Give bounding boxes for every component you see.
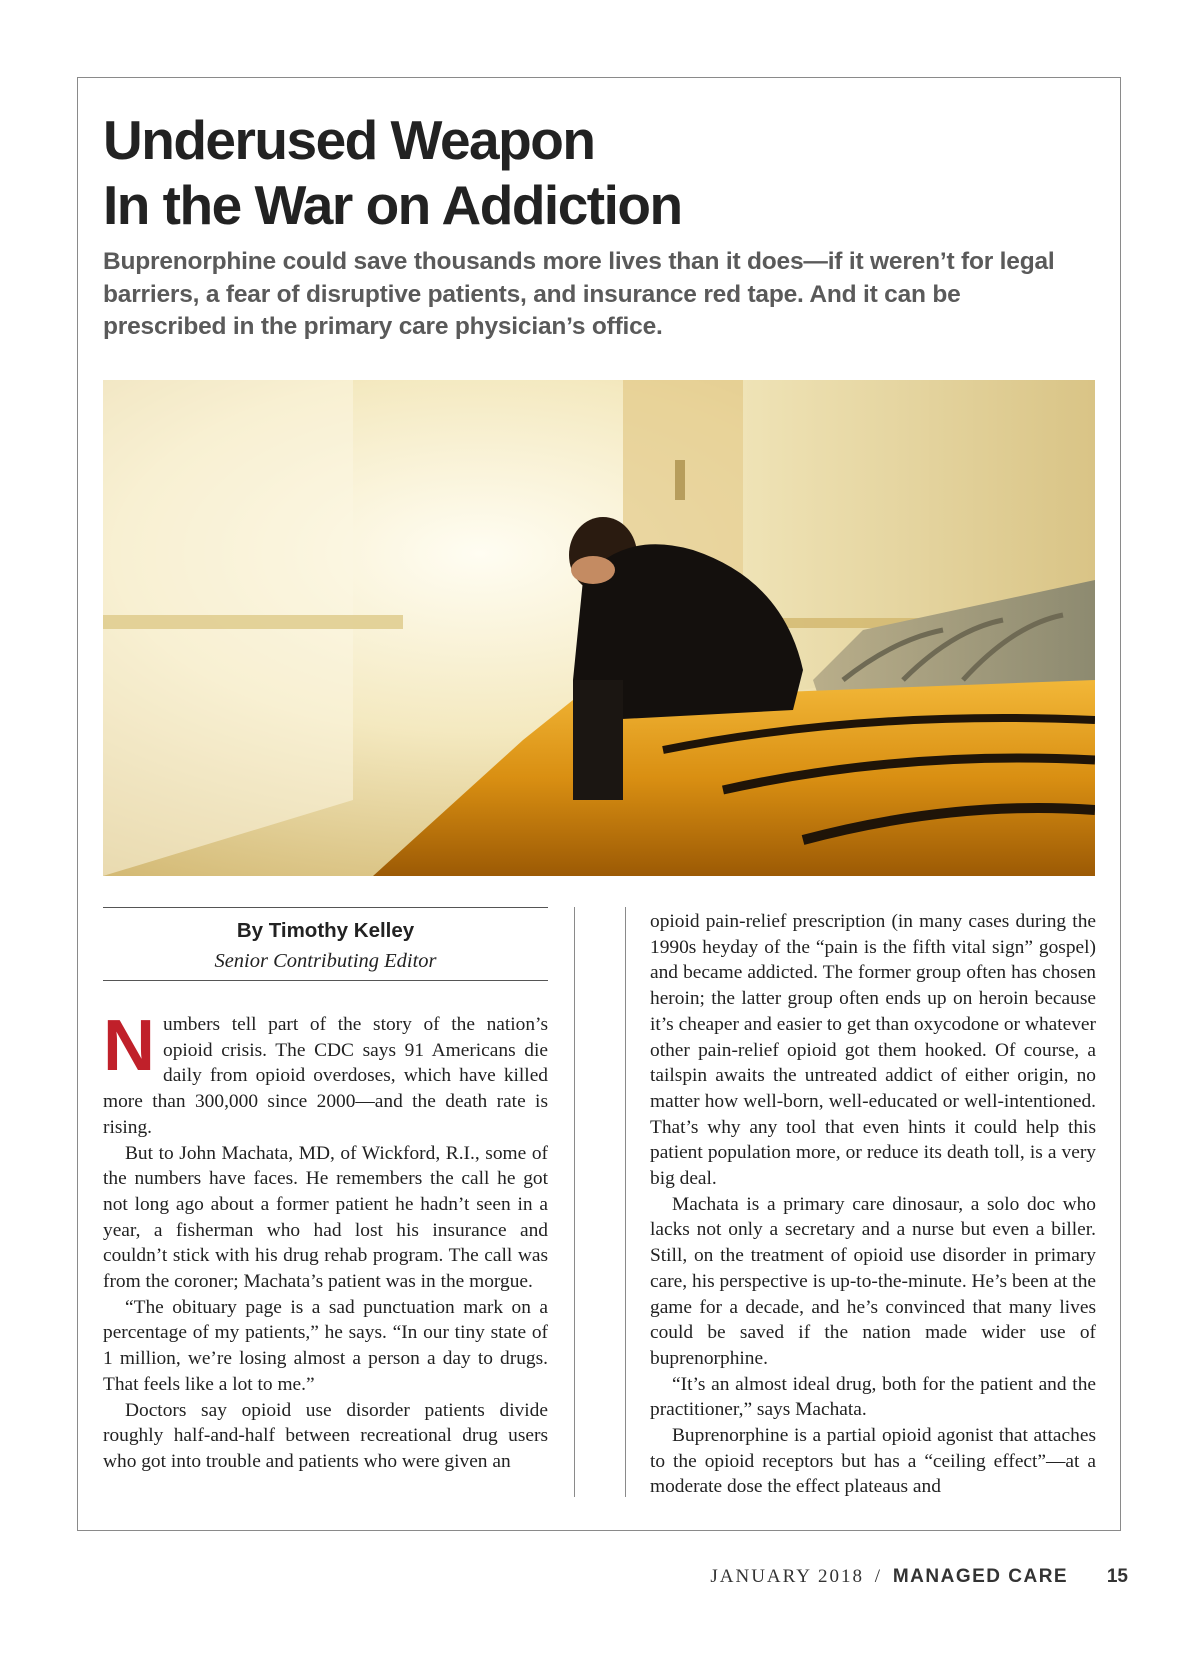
body-paragraph-1-text: umbers tell part of the story of the nation’s opioid crisis. The CDC says 91 Americans die daily from opioid overdoses, which have killed more than 300,000 since 2000—and the death rate is rising.: [103, 1014, 548, 1138]
article-headline: [103, 108, 1063, 238]
body-paragraph-7: “It’s an almost ideal drug, both for the patient and the practitioner,” says Machata.: [650, 1373, 1096, 1421]
body-paragraph-3: “The obituary page is a sad punctuation mark on a percentage of my patients,” he says. “In our tiny state of 1 million, we’re losing almost a person a day to drugs. That feels like a lot to me.”: [103, 1296, 548, 1395]
page-number: 15: [1106, 1566, 1128, 1587]
page-footer: [710, 1566, 1128, 1588]
photo-handrail-left: [103, 615, 403, 629]
body-paragraph-1: [103, 1006, 548, 1141]
body-paragraph-5: opioid pain-relief prescription (in many cases during the 1990s heyday of the “pain is the fifth vital sign” gospel) and became addicted. The former group often has chosen heroin; the latter group often ends up on heroin because it’s cheaper and easier to get than oxycodone or whatever other pain-relief opioid got them hooked. Of course, a tailspin awaits the untreated addict of either origin, no matter how well-born, well-educated or well-intentioned. That’s why any tool that even hints it could help this patient population more, or reduce its death toll, is a very big deal.: [650, 911, 1096, 1190]
drop-cap: N: [103, 1006, 155, 1086]
body-paragraph-8: Buprenorphine is a partial opioid agonist that attaches to the opioid receptors but has a “ceiling effect”—at a moderate dose the effect plateaus and: [650, 1425, 1096, 1498]
body-column-right: [650, 909, 1096, 1500]
byline-title: Senior Contributing Editor: [214, 950, 437, 972]
column-rule: [574, 907, 575, 1497]
headline-line-1: Underused Weapon: [103, 109, 595, 171]
footer-separator: /: [874, 1566, 883, 1587]
article-deck: Buprenorphine could save thousands more lives than it does—if it weren’t for legal barriers, a fear of disruptive patients, and insurance red tape. And it can be prescribed in the primary care physician’s office.: [103, 248, 1055, 340]
footer-issue-date: JANUARY 2018: [710, 1566, 865, 1587]
body-paragraph-2: But to John Machata, MD, of Wickford, R.I., some of the numbers have faces. He remembers the call he got not long ago about a former patient he hadn’t seen in a year, a fisherman who had lost his insurance and couldn’t stick with his drug rehab program. The call was from the coroner; Machata’s patient was in the morgue.: [103, 1142, 548, 1293]
photo-door-sign: [675, 460, 685, 500]
footer-magazine-name: MANAGED CARE: [892, 1566, 1069, 1587]
hero-photo-waiting-room: [103, 380, 1095, 876]
byline-name: By Timothy Kelley: [236, 919, 415, 942]
body-paragraph-4: Doctors say opioid use disorder patients divide roughly half-and-half between recreational drug users who got into trouble and patients who were given an: [103, 1399, 548, 1472]
headline-line-2: In the War on Addiction: [103, 174, 682, 236]
column-rule-right: [625, 907, 626, 1497]
byline-box: [103, 907, 548, 981]
photo-man-hands: [571, 556, 615, 584]
photo-man-legs: [573, 680, 623, 800]
body-column-left: [103, 1006, 548, 1475]
body-paragraph-6: Machata is a primary care dinosaur, a solo doc who lacks not only a secretary and a nurse but even a biller. Still, on the treatment of opioid use disorder in primary care, his perspective is up-to-the-minute. He’s been at the game for a decade, and he’s convinced that many lives could be saved if the nation made wider use of buprenorphine.: [650, 1193, 1096, 1369]
